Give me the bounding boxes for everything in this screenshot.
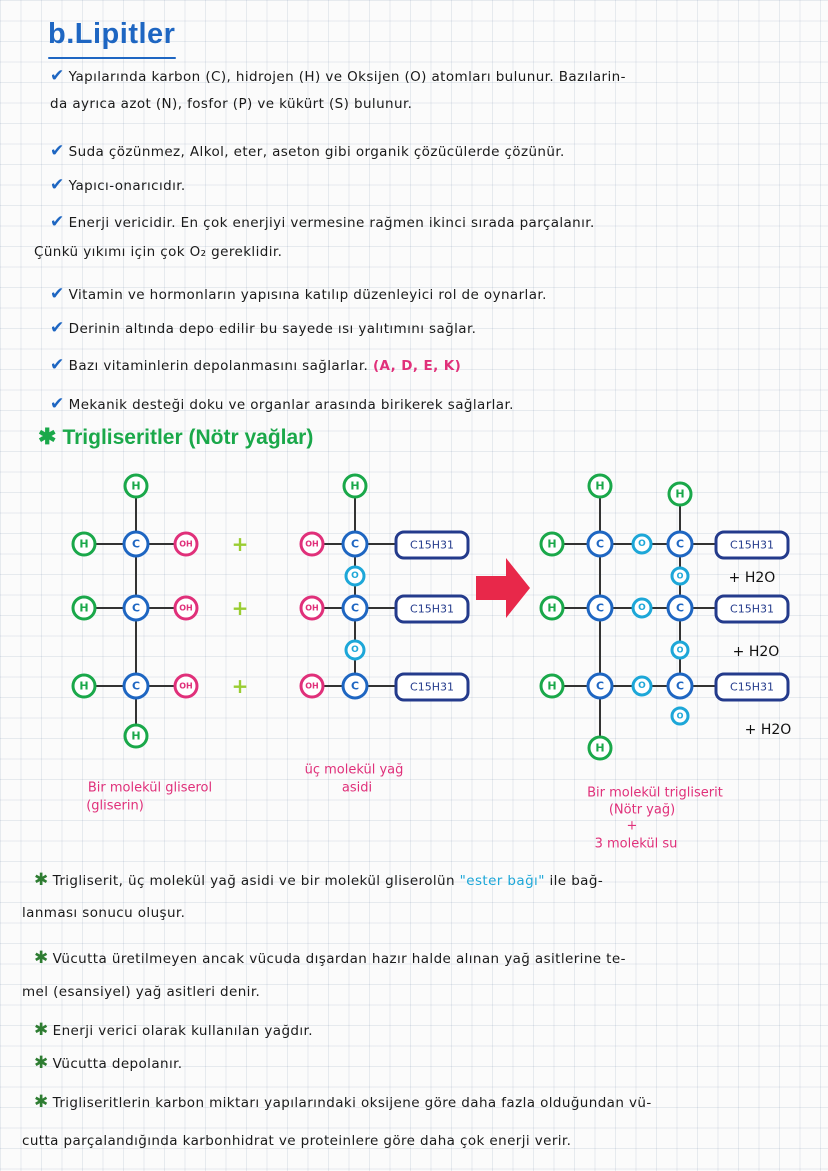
plus-sign-3: +	[231, 674, 249, 698]
product-h-left-1-label: H	[547, 537, 557, 551]
note-5-line-1: ✱ Trigliseritlerin karbon miktarı yapılarındaki oksijene göre daha fazla olduğundan vü-	[34, 1092, 652, 1112]
plus-sign-1: +	[231, 532, 249, 556]
product-ester-o-1-label: O	[638, 539, 646, 549]
product-h-left-2-label: H	[547, 601, 557, 615]
product-o-3-label: O	[676, 711, 684, 721]
check-icon: ✔	[50, 212, 65, 232]
ester-bond-highlight: "ester bağı"	[459, 873, 545, 889]
acid-oh-2-label: OH	[305, 603, 319, 613]
bullet-2: ✔ Suda çözünmez, Alkol, eter, aseton gibi organik çözücülerde çözünür.	[50, 141, 565, 161]
fatty-acid-1-label: C15H31	[410, 538, 454, 552]
bullet-4-line-2: Çünkü yıkımı için çok O₂ gereklidir.	[34, 244, 283, 260]
bullet-7: ✔ Bazı vitaminlerin depolanmasını sağlarlar. (A, D, E, K)	[50, 355, 462, 375]
page-title: b.Lipitler	[48, 18, 176, 50]
bullet-3: ✔ Yapıcı-onarıcıdır.	[50, 175, 186, 195]
acid-oh-3-label: OH	[305, 681, 319, 691]
product-ester-o-3-label: O	[638, 681, 646, 691]
note-4: ✱ Vücutta depolanır.	[34, 1053, 183, 1073]
bullet-1-line-2: da ayrıca azot (N), fosfor (P) ve kükürt (S) bulunur.	[50, 96, 413, 112]
product-h-bottom-label: H	[595, 741, 605, 755]
glycerol-c-1-label: C	[131, 537, 141, 551]
glycerol-oh-2-label: OH	[179, 603, 193, 613]
check-icon: ✔	[50, 141, 65, 161]
caption-product-1: Bir molekül trigliserit	[587, 785, 723, 801]
glycerol-h-left-1-label: H	[79, 537, 89, 551]
glycerol-c-3-label: C	[131, 679, 141, 693]
product-glycerol-c-3-label: C	[595, 679, 605, 693]
note-1-line-1: ✱ Trigliserit, üç molekül yağ asidi ve bir molekül gliserolün "ester bağı" ile bağ-	[34, 870, 604, 890]
check-icon: ✔	[50, 318, 65, 338]
product-h-top-label: H	[595, 479, 605, 493]
product-glycerol-c-1-label: C	[595, 537, 605, 551]
bullet-1-line-1: ✔ Yapılarında karbon (C), hidrojen (H) ve Oksijen (O) atomları bulunur. Bazılarin-	[50, 66, 626, 86]
check-icon: ✔	[50, 175, 65, 195]
glycerol-h-bottom-label: H	[131, 729, 141, 743]
check-icon: ✔	[50, 394, 65, 414]
star-icon: ✱	[34, 870, 49, 890]
reaction-arrow	[476, 558, 530, 618]
glycerol-h-top-label: H	[131, 479, 141, 493]
product-ester-o-2-label: O	[638, 603, 646, 613]
check-icon: ✔	[50, 355, 65, 375]
bullet-8: ✔ Mekanik desteği doku ve organlar arasında birikerek sağlarlar.	[50, 394, 514, 414]
star-icon: ✱	[38, 424, 57, 449]
note-2-line-1: ✱ Vücutta üretilmeyen ancak vücuda dışardan hazır halde alınan yağ asitlerine te-	[34, 948, 626, 968]
acid-o-2-label: O	[351, 645, 359, 655]
triglyceride-formation-diagram	[0, 458, 828, 858]
acid-c-2-label: C	[350, 601, 360, 615]
note-1-line-2: lanması sonucu oluşur.	[22, 905, 186, 921]
star-icon: ✱	[34, 1053, 49, 1073]
glycerol-h-left-2-label: H	[79, 601, 89, 615]
product-h-left-3-label: H	[547, 679, 557, 693]
water-1: + H2O	[728, 570, 776, 586]
bullet-4-line-1: ✔ Enerji vericidir. En çok enerjiyi vermesine rağmen ikinci sırada parçalanır.	[50, 212, 595, 232]
title-underline	[48, 57, 176, 59]
caption-fatty-acid-2: asidi	[341, 780, 373, 796]
acid-oh-1-label: OH	[305, 539, 319, 549]
product-fatty-acid-3-label: C15H31	[730, 680, 774, 694]
glycerol-oh-3-label: OH	[179, 681, 193, 691]
product-fatty-acid-2-label: C15H31	[730, 602, 774, 616]
product-glycerol-c-2-label: C	[595, 601, 605, 615]
acid-c-1-label: C	[350, 537, 360, 551]
caption-product-3: +	[626, 818, 638, 834]
acid-h-top-label: H	[350, 479, 360, 493]
bullet-6: ✔ Derinin altında depo edilir bu sayede ısı yalıtımını sağlar.	[50, 318, 477, 338]
section-heading: ✱ Trigliseritler (Nötr yağlar)	[38, 424, 314, 449]
check-icon: ✔	[50, 66, 65, 86]
water-3: + H2O	[744, 722, 792, 738]
product-acid-c-3-label: C	[675, 679, 685, 693]
product-acid-h-top-label: H	[675, 487, 685, 501]
caption-product-4: 3 molekül su	[594, 836, 678, 852]
fatty-acid-2-label: C15H31	[410, 602, 454, 616]
caption-glycerol-1: Bir molekül gliserol	[87, 780, 213, 796]
fatty-acid-3-label: C15H31	[410, 680, 454, 694]
vitamin-highlight: (A, D, E, K)	[372, 358, 462, 374]
star-icon: ✱	[34, 948, 49, 968]
acid-o-1-label: O	[351, 571, 359, 581]
product-o-2-label: O	[676, 645, 684, 655]
caption-product-2: (Nötr yağ)	[608, 802, 676, 818]
check-icon: ✔	[50, 284, 65, 304]
glycerol-oh-1-label: OH	[179, 539, 193, 549]
caption-glycerol-2: (gliserin)	[86, 798, 144, 814]
product-acid-c-2-label: C	[675, 601, 685, 615]
acid-c-3-label: C	[350, 679, 360, 693]
product-acid-c-1-label: C	[675, 537, 685, 551]
bullet-5: ✔ Vitamin ve hormonların yapısına katılıp düzenleyici rol de oynarlar.	[50, 284, 547, 304]
glycerol-c-2-label: C	[131, 601, 141, 615]
product-fatty-acid-1-label: C15H31	[730, 538, 774, 552]
product-o-1-label: O	[676, 571, 684, 581]
note-3: ✱ Enerji verici olarak kullanılan yağdır.	[34, 1020, 313, 1040]
note-5-line-2: cutta parçalandığında karbonhidrat ve proteinlere göre daha çok enerji verir.	[22, 1133, 572, 1149]
water-2: + H2O	[732, 644, 780, 660]
star-icon: ✱	[34, 1092, 49, 1112]
caption-fatty-acid-1: üç molekül yağ	[304, 762, 404, 778]
glycerol-h-left-3-label: H	[79, 679, 89, 693]
star-icon: ✱	[34, 1020, 49, 1040]
note-2-line-2: mel (esansiyel) yağ asitleri denir.	[22, 984, 261, 1000]
plus-sign-2: +	[231, 596, 249, 620]
